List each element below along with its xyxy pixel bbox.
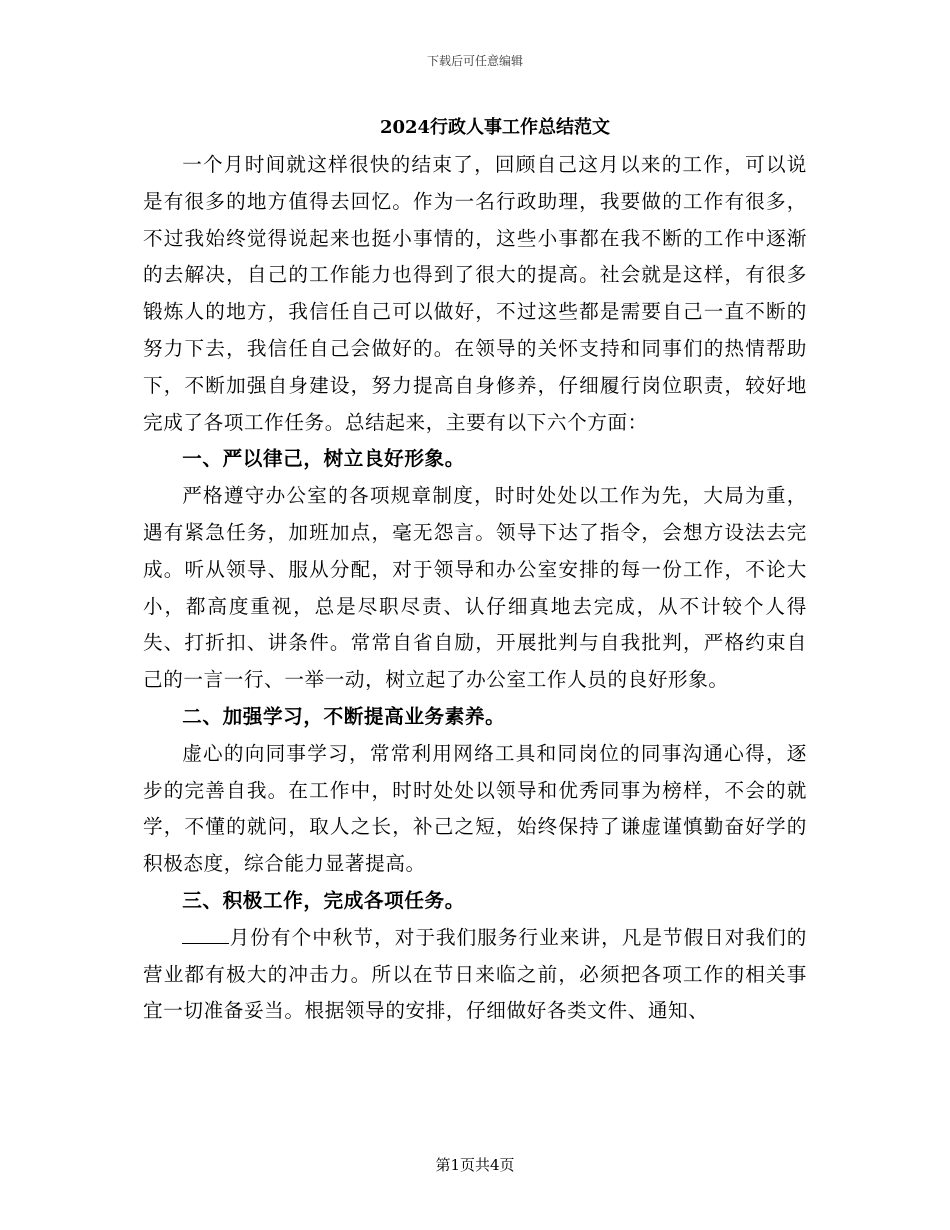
document-body xyxy=(143,147,807,1030)
intro-paragraph: 一个月时间就这样很快的结束了，回顾自己这月以来的工作，可以说是有很多的地方值得去回忆。作为一名行政助理，我要做的工作有很多，不过我始终觉得说起来也挺小事情的，这些小事都在我不断的工作中逐渐的去解决，自己的工作能力也得到了很大的提高。社会就是这样，有很多锻炼人的地方，我信任自己可以做好，不过这些都是需要自己一直不断的努力下去，我信任自己会做好的。在领导的关怀支持和同事们的热情帮助下，不断加强自身建设，努力提高自身修养，仔细履行岗位职责，较好地完成了各项工作任务。总结起来，主要有以下六个方面： xyxy=(143,153,807,434)
section-body-1: 严格遵守办公室的各项规章制度，时时处处以工作为先，大局为重，遇有紧急任务，加班加点，毫无怨言。领导下达了指令，会想方设法去完成。听从领导、服从分配，对于领导和办公室安排的每一份工作，不论大小，都高度重视，总是尽职尽责、认仔细真地去完成，从不计较个人得失、打折扣、讲条件。常常自省自励，开展批判与自我批判，严格约束自己的一言一行、一举一动，树立起了办公室工作人员的良好形象。 xyxy=(143,484,807,692)
section-heading-2: 二、加强学习，不断提高业务素养。 xyxy=(182,704,506,728)
fill-in-blank xyxy=(182,925,229,944)
section-body-3-text: 月份有个中秋节，对于我们服务行业来讲，凡是节假日对我们的营业都有极大的冲击力。所以在节日来临之前，必须把各项工作的相关事宜一切准备妥当。根据领导的安排，仔细做好各类文件、通知、 xyxy=(143,925,807,1023)
page-number: 第1页共4页 xyxy=(435,1156,515,1174)
section-heading-3: 三、积极工作，完成各项任务。 xyxy=(182,888,465,912)
page-header-note: 下载后可任意编辑 xyxy=(426,54,523,68)
section-heading-1: 一、严以律己，树立良好形象。 xyxy=(182,447,465,471)
document-title: 2024行政人事工作总结范文 xyxy=(379,117,611,138)
section-body-2: 虚心的向同事学习，常常利用网络工具和同岗位的同事沟通心得，逐步的完善自我。在工作中，时时处处以领导和优秀同事为榜样，不会的就学，不懂的就问，取人之长，补己之短，始终保持了谦虚谨慎勤奋好学的积极态度，综合能力显著提高。 xyxy=(143,741,807,876)
section-body-3 xyxy=(143,920,807,1030)
